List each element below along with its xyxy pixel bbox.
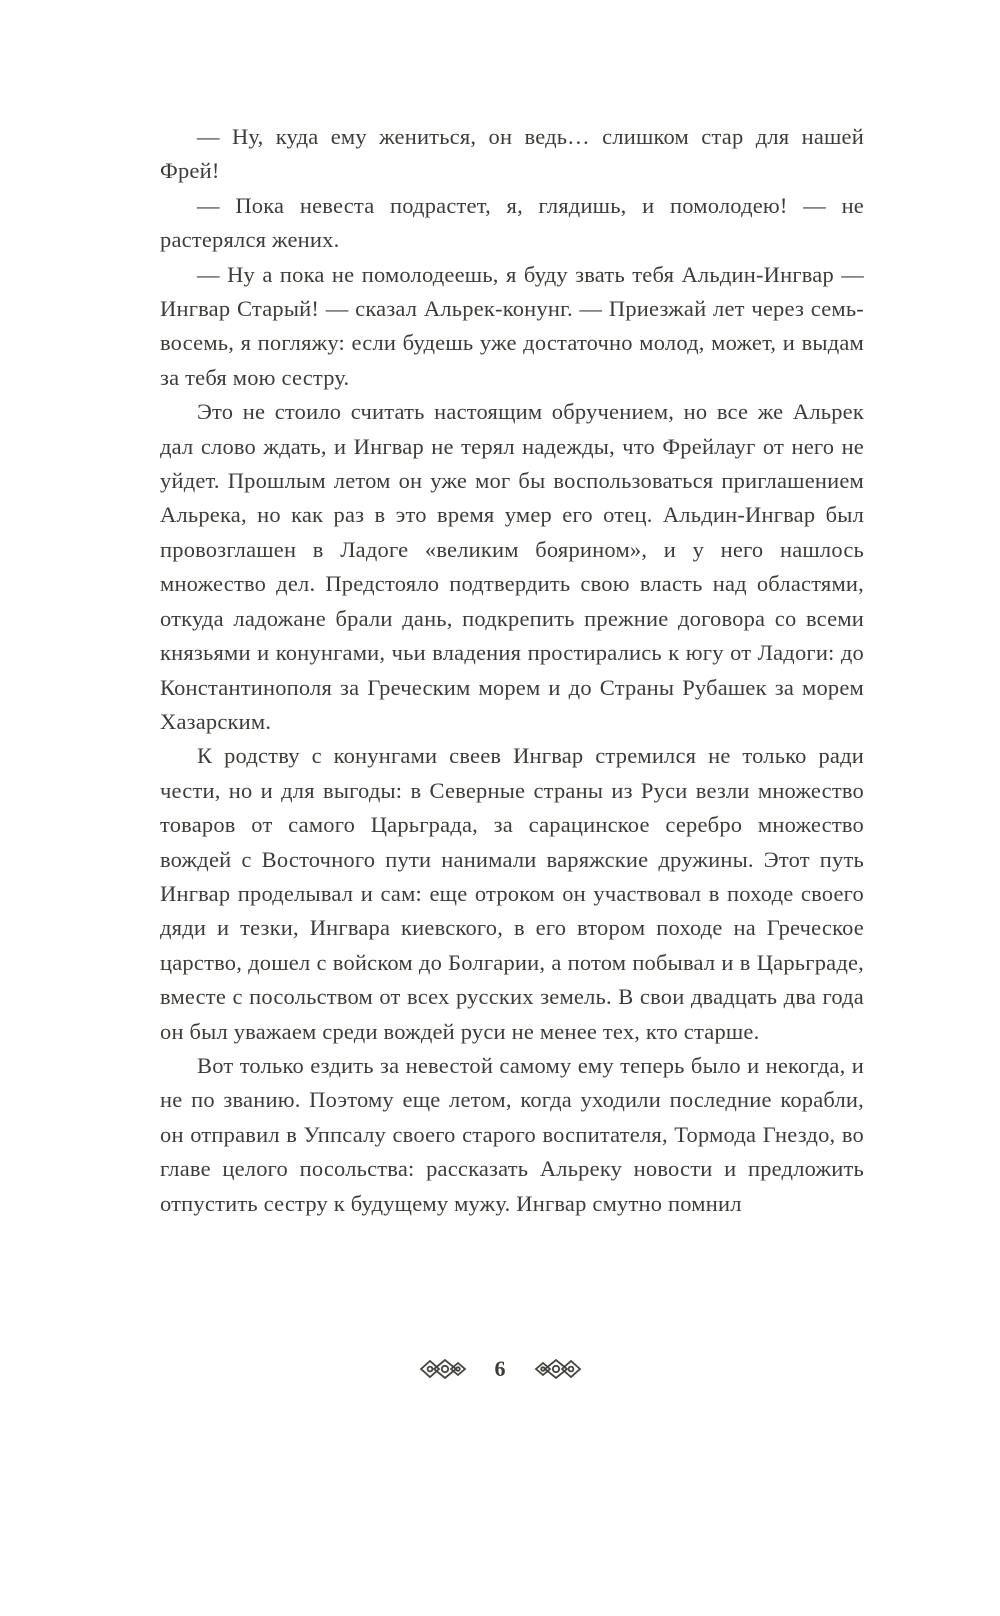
knotwork-ornament-left-icon (419, 1358, 467, 1380)
paragraph-narrative-2: К родству с конунгами свеев Ингвар стремился не только ради чести, но и для выгоды: в Северные страны из Руси везли множество товаров от самого Царьграда, за сарацинское серебро множество вождей с Восточного пути нанимали варяжские дружины. Этот путь Ингвар проделывал и сам: еще отроком он участвовал в походе своего дяди и тезки, Ингвара киевского, в его втором походе на Греческое царство, дошел с войском до Болгарии, а потом побывал и в Царьграде, вместе с посольством от всех русских земель. В свои двадцать два года он был уважаем среди вождей руси не менее тех, кто старше. (160, 743, 864, 1044)
paragraph-dialogue-1: — Ну, куда ему жениться, он ведь… слишком стар для нашей Фрей! (160, 124, 864, 184)
knotwork-ornament-right-icon (534, 1358, 582, 1380)
text-block (160, 120, 864, 1221)
paragraph-narrative-3: Вот только ездить за невестой самому ему теперь было и некогда, и не по званию. Поэтому еще летом, когда уходили последние корабли, он отправил в Уппсалу своего старого воспитателя, Тормода Гнездо, во главе целого посольства: рассказать Альреку новости и предложить отпустить сестру к будущему мужу. Ингвар смутно помнил (160, 1052, 864, 1216)
paragraph-dialogue-2: — Пока невеста подрастет, я, глядишь, и помолодею! — не растерялся жених. (160, 192, 864, 253)
page-footer (0, 1358, 1000, 1380)
page-number: 6 (494, 1356, 506, 1381)
paragraph-narrative-1: Это не стоило считать настоящим обручением, но все же Альрек дал слово ждать, и Ингвар не терял надежды, что Фрейлауг от него не уйдет. Прошлым летом он уже мог бы воспользоваться приглашением Альрека, но как раз в это время умер его отец. Альдин-Ингвар был провозглашен в Ладоге «великим боярином», и у него нашлось множество дел. Предстояло подтвердить свою власть над областями, откуда ладожане брали дань, подкрепить прежние договора со всеми князьями и конунгами, чьи владения простирались к югу от Ладоги: до Константинополя за Греческим морем и до Страны Рубашек за морем Хазарским. (160, 399, 864, 734)
paragraph-dialogue-3: — Ну а пока не помолодеешь, я буду звать тебя Альдин-Ингвар — Ингвар Старый! — сказал Альрек-конунг. — Приезжай лет через семь-восемь, я погляжу: если будешь уже достаточно молод, может, и выдам за тебя мою сестру. (160, 261, 864, 390)
